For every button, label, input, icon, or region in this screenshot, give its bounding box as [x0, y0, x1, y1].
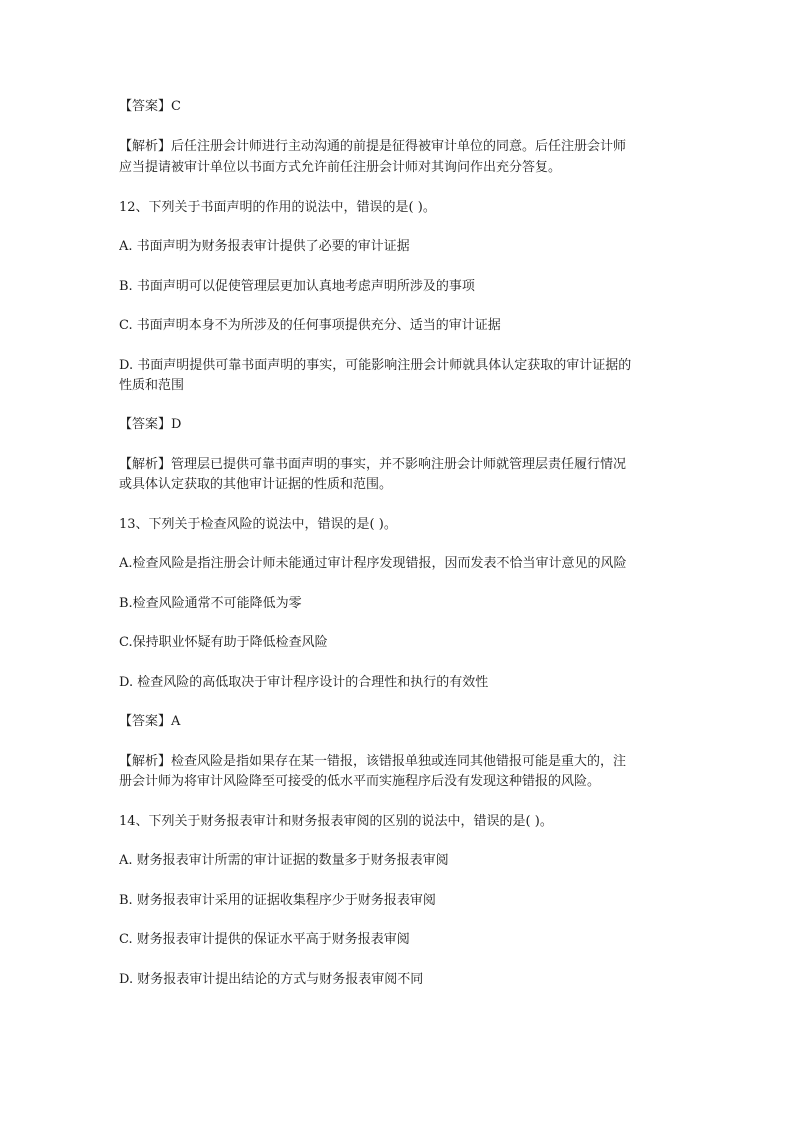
- explanation-line: 【解析】管理层已提供可靠书面声明的事实，并不影响注册会计师就管理层责任履行情况: [119, 457, 627, 472]
- explanation-line: 【解析】检查风险是指如果存在某一错报，该错报单独或连同其他错报可能是重大的，注: [119, 754, 627, 769]
- explanation-line: 或具体认定获取的其他审计证据的性质和范围。: [119, 477, 393, 492]
- option-b: B.检查风险通常不可能降低为零: [119, 596, 302, 611]
- answer-label: 【答案】C: [119, 99, 181, 114]
- option-d: D. 财务报表审计提出结论的方式与财务报表审阅不同: [119, 972, 424, 987]
- option-d: D. 书面声明提供可靠书面声明的事实，可能影响注册会计师就具体认定获取的审计证据的: [119, 358, 632, 373]
- option-b: B. 财务报表审计采用的证据收集程序少于财务报表审阅: [119, 893, 436, 908]
- option-c: C.保持职业怀疑有助于降低检查风险: [119, 635, 328, 650]
- option-b: B. 书面声明可以促使管理层更加认真地考虑声明所涉及的事项: [119, 279, 475, 294]
- explanation-line: 【解析】后任注册会计师进行主动沟通的前提是征得被审计单位的同意。后任注册会计师: [119, 139, 627, 154]
- option-c: C. 财务报表审计提供的保证水平高于财务报表审阅: [119, 932, 410, 947]
- option-a: A.检查风险是指注册会计师未能通过审计程序发现错报，因而发表不恰当审计意见的风险: [119, 556, 627, 571]
- option-a: A. 书面声明为财务报表审计提供了必要的审计证据: [119, 239, 410, 254]
- question-13: 13、下列关于检查风险的说法中，错误的是( )。: [119, 517, 397, 532]
- option-d: D. 检查风险的高低取决于审计程序设计的合理性和执行的有效性: [119, 675, 489, 690]
- question-14: 14、下列关于财务报表审计和财务报表审阅的区别的说法中，错误的是( )。: [119, 814, 553, 829]
- explanation-line: 册会计师为将审计风险降至可接受的低水平而实施程序后没有发现这种错报的风险。: [119, 774, 601, 789]
- option-c: C. 书面声明本身不为所涉及的任何事项提供充分、适当的审计证据: [119, 318, 501, 333]
- option-a: A. 财务报表审计所需的审计证据的数量多于财务报表审阅: [119, 853, 449, 868]
- question-12: 12、下列关于书面声明的作用的说法中，错误的是( )。: [119, 200, 436, 215]
- explanation-line: 应当提请被审计单位以书面方式允许前任注册会计师对其询问作出充分答复。: [119, 160, 562, 175]
- option-d-continued: 性质和范围: [119, 378, 185, 393]
- answer-label: 【答案】A: [119, 714, 181, 729]
- answer-label: 【答案】D: [119, 417, 182, 432]
